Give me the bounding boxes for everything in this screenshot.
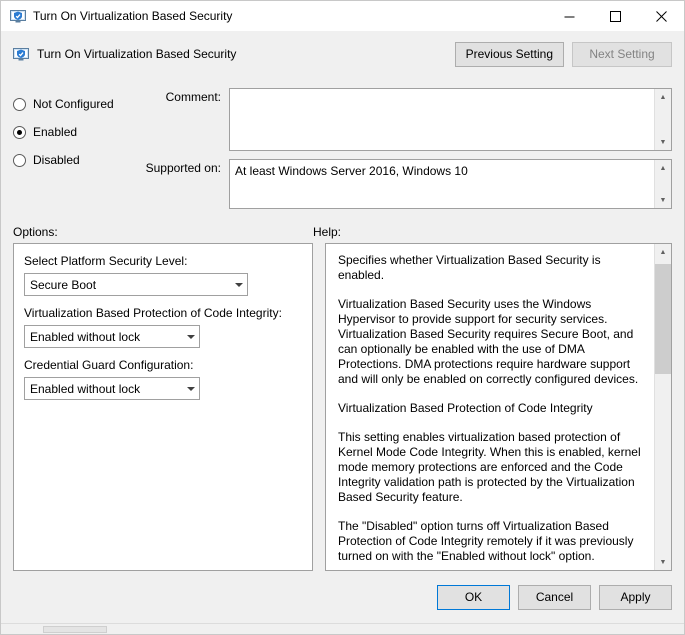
chevron-up-icon[interactable]: ▲ — [655, 244, 671, 260]
panel-labels — [1, 217, 684, 243]
help-scroll-thumb[interactable] — [655, 264, 671, 374]
help-paragraph: The "Disabled" option turns off Virtualization Based Protection of Code Integrity remotely if it was previously turned on with the "Enabled without lock" option. — [338, 519, 634, 563]
help-text — [326, 244, 654, 570]
options-label: Options: — [13, 225, 58, 239]
radio-enabled-mark — [13, 126, 26, 139]
supported-on-row — [131, 159, 672, 209]
shield-monitor-icon — [10, 8, 26, 24]
chevron-down-icon[interactable] — [182, 378, 199, 399]
radio-enabled-label: Enabled — [33, 125, 78, 139]
taskbar-strip — [1, 623, 684, 634]
cancel-button[interactable]: Cancel — [518, 585, 591, 610]
comment-value[interactable] — [230, 89, 654, 150]
window-controls — [546, 1, 684, 31]
comment-label: Comment: — [165, 90, 221, 104]
setting-title: Turn On Virtualization Based Security — [37, 47, 237, 61]
radio-not-configured-label: Not Configured — [33, 97, 114, 111]
radio-enabled[interactable] — [13, 118, 131, 146]
comment-scrollbar[interactable] — [654, 89, 671, 150]
help-paragraph: Virtualization Based Security uses the Windows Hypervisor to provide support for security services. Virtualization Based Security requires Secure Boot, and can optionally be enabled with the use of DMA Protections. DMA protections require hardware support and will only be enabled on correctly configured devices. — [338, 297, 639, 386]
code-integrity-label: Virtualization Based Protection of Code Integrity: — [24, 306, 282, 320]
next-setting-button: Next Setting — [572, 42, 672, 67]
radio-not-configured-mark — [13, 98, 26, 111]
platform-security-level-select[interactable] — [24, 273, 248, 296]
chevron-down-icon[interactable]: ▼ — [655, 134, 671, 150]
radio-disabled[interactable] — [13, 146, 131, 174]
platform-security-level-group — [24, 254, 302, 296]
help-panel — [325, 243, 672, 571]
title-bar — [1, 1, 684, 32]
state-radio-group — [13, 76, 131, 217]
state-and-metadata — [1, 76, 684, 217]
code-integrity-group — [24, 306, 302, 348]
code-integrity-select[interactable] — [24, 325, 200, 348]
credential-guard-group — [24, 358, 302, 400]
platform-security-level-label: Select Platform Security Level: — [24, 254, 188, 268]
panels-container — [1, 243, 684, 571]
help-scroll-track[interactable] — [655, 260, 671, 554]
platform-security-level-value: Secure Boot — [30, 277, 97, 292]
setting-nav-buttons — [455, 42, 672, 67]
chevron-down-icon[interactable]: ▼ — [655, 554, 671, 570]
minimize-button[interactable] — [546, 1, 592, 31]
apply-button[interactable]: Apply — [599, 585, 672, 610]
credential-guard-label: Credential Guard Configuration: — [24, 358, 194, 372]
radio-disabled-label: Disabled — [33, 153, 80, 167]
chevron-down-icon[interactable]: ▼ — [655, 192, 671, 208]
chevron-down-icon[interactable] — [230, 274, 247, 295]
supported-on-scroll-track[interactable] — [655, 176, 671, 192]
radio-disabled-mark — [13, 154, 26, 167]
help-scrollbar[interactable] — [654, 244, 671, 570]
maximize-button[interactable] — [592, 1, 638, 31]
supported-on-label: Supported on: — [145, 161, 221, 175]
close-button[interactable] — [638, 1, 684, 31]
comment-row — [131, 88, 672, 151]
comment-field[interactable] — [229, 88, 672, 151]
supported-on-field[interactable] — [229, 159, 672, 209]
options-panel — [13, 243, 313, 571]
credential-guard-select[interactable] — [24, 377, 200, 400]
shield-monitor-icon — [13, 46, 29, 62]
help-paragraph: Virtualization Based Protection of Code Integrity — [338, 401, 593, 415]
radio-not-configured[interactable] — [13, 90, 131, 118]
help-paragraph: Specifies whether Virtualization Based Security is enabled. — [338, 253, 601, 282]
dialog-footer — [1, 571, 684, 623]
help-label: Help: — [313, 225, 342, 239]
chevron-down-icon[interactable] — [182, 326, 199, 347]
code-integrity-value: Enabled without lock — [30, 329, 141, 344]
supported-on-scrollbar[interactable] — [654, 160, 671, 208]
metadata-fields — [131, 76, 672, 217]
credential-guard-value: Enabled without lock — [30, 381, 141, 396]
chevron-up-icon[interactable]: ▲ — [655, 89, 671, 105]
setting-header — [1, 32, 684, 76]
ok-button[interactable]: OK — [437, 585, 510, 610]
supported-on-value: At least Windows Server 2016, Windows 10 — [235, 164, 468, 178]
chevron-up-icon[interactable]: ▲ — [655, 160, 671, 176]
previous-setting-button[interactable]: Previous Setting — [455, 42, 564, 67]
taskbar-item — [43, 626, 107, 633]
window-title: Turn On Virtualization Based Security — [33, 9, 233, 23]
comment-scroll-track[interactable] — [655, 105, 671, 134]
help-paragraph: This setting enables virtualization based protection of Kernel Mode Code Integrity. When this is enabled, kernel mode memory protections are enforced and the Code Integrity validation path is protected by the Virtualization Based Security feature. — [338, 430, 641, 504]
